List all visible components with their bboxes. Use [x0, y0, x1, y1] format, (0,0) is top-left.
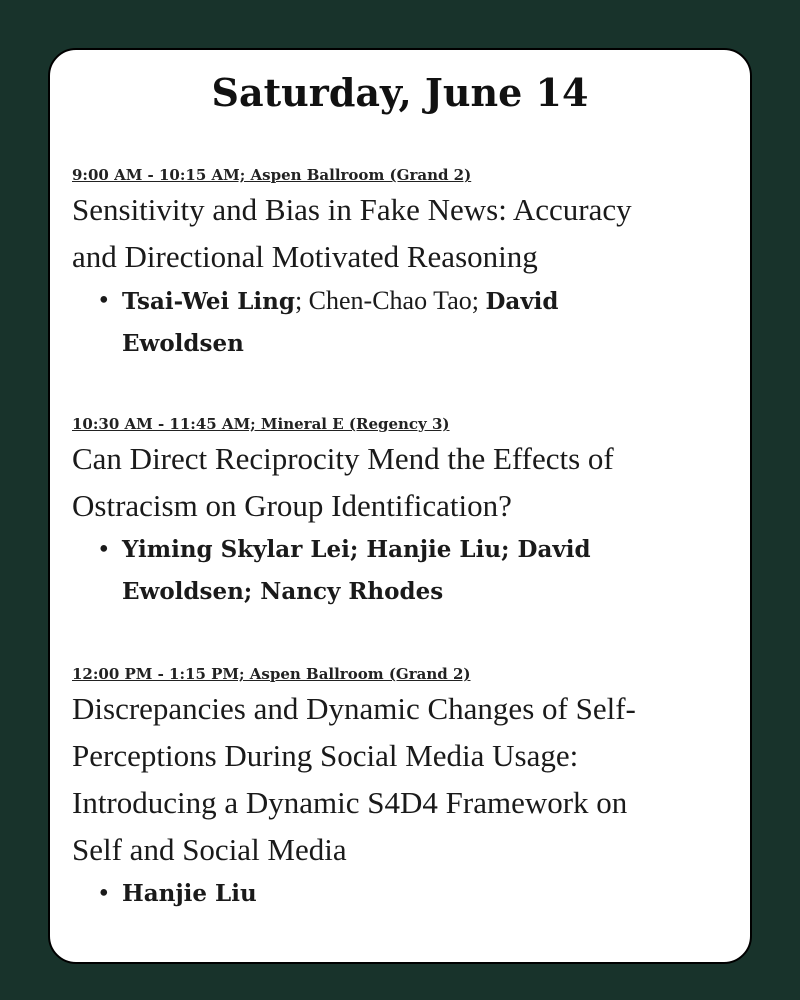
author-separator: ; [294, 286, 309, 315]
author-item [97, 873, 742, 915]
session-title-line: Ostracism on Group Identification? [72, 488, 512, 523]
author-list [72, 529, 742, 613]
author-name: Ewoldsen [122, 330, 244, 357]
session-title [72, 435, 742, 529]
session-time: 10:30 AM - 11:45 AM; Mineral E (Regency 3) [72, 415, 450, 433]
session-title [72, 186, 742, 280]
session-title-line: Introducing a Dynamic S4D4 Framework on [72, 785, 628, 820]
session-3 [72, 664, 742, 915]
author-name: David [485, 288, 559, 315]
session-title-line: Discrepancies and Dynamic Changes of Self- [72, 691, 636, 726]
session-title-line: Perceptions During Social Media Usage: [72, 738, 579, 773]
page-title: Saturday, June 14 [211, 70, 589, 115]
session-title-line: Can Direct Reciprocity Mend the Effects of [72, 441, 614, 476]
author-name: Tsai-Wei Ling [122, 288, 295, 315]
author-line: Ewoldsen; Nancy Rhodes [122, 578, 444, 605]
session-title-line: and Directional Motivated Reasoning [72, 239, 538, 274]
bullet-icon: • [97, 288, 111, 314]
bullet-icon: • [97, 881, 111, 907]
session-title-line: Sensitivity and Bias in Fake News: Accuracy [72, 192, 632, 227]
session-title-line: Self and Social Media [72, 832, 347, 867]
author-line: Yiming Skylar Lei; Hanjie Liu; David [122, 536, 591, 563]
author-line [122, 323, 742, 365]
author-line: Hanjie Liu [122, 880, 257, 907]
session-2 [72, 414, 742, 613]
author-item [97, 280, 742, 365]
bullet-icon: • [97, 537, 111, 563]
session-1 [72, 165, 742, 365]
author-list [72, 280, 742, 365]
author-item [97, 529, 742, 613]
author-name: Chen-Chao Tao [308, 286, 472, 315]
author-line [122, 280, 742, 323]
session-title [72, 685, 742, 873]
session-time: 12:00 PM - 1:15 PM; Aspen Ballroom (Grand 2) [72, 665, 471, 683]
author-list [72, 873, 742, 915]
author-separator: ; [471, 286, 486, 315]
session-time: 9:00 AM - 10:15 AM; Aspen Ballroom (Grand 2) [72, 166, 472, 184]
